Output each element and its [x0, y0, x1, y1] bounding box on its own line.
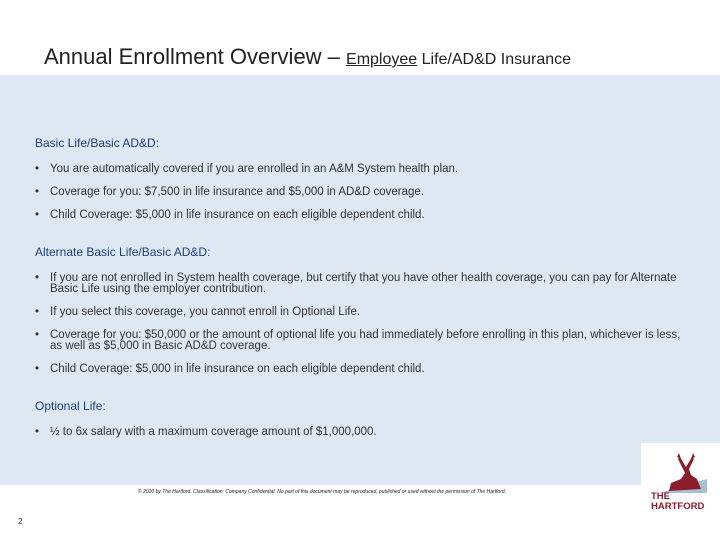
- content: [35, 136, 690, 462]
- list-item: • ½ to 6x salary with a maximum coverage amount of $1,000,000.: [35, 427, 690, 438]
- section-heading: Alternate Basic Life/Basic AD&D:: [35, 245, 211, 259]
- list-item: • Child Coverage: $5,000 in life insurance on each eligible dependent child.: [35, 210, 690, 221]
- title-rest: Life/AD&D Insurance: [417, 51, 572, 68]
- logo-line1: THE: [651, 491, 670, 502]
- logo-text: [651, 492, 704, 512]
- list-item: • If you select this coverage, you cannot enroll in Optional Life.: [35, 307, 690, 318]
- list-item: • Coverage for you: $7,500 in life insurance and $5,000 in AD&D coverage.: [35, 187, 690, 198]
- list-item: • If you are not enrolled in System health coverage, but certify that you have other health coverage, you can pay for Alternate Basic Life using the employer contribution.: [35, 273, 690, 295]
- footer-copyright: © 2020 by The Hartford. Classification: Company Confidential. No part of this document may be reproduced, published or used without the permission of The Hartford.: [138, 489, 507, 495]
- bullet-list: [35, 427, 690, 438]
- stag-icon: [649, 449, 711, 493]
- logo-line2: HARTFORD: [651, 501, 705, 512]
- title-underlined: Employee: [346, 51, 418, 68]
- bullet-list: [35, 164, 690, 221]
- title-main: Annual Enrollment Overview –: [44, 44, 347, 69]
- list-item: • Child Coverage: $5,000 in life insurance on each eligible dependent child.: [35, 364, 690, 375]
- list-item: • You are automatically covered if you are enrolled in an A&M System health plan.: [35, 164, 690, 175]
- hartford-logo: [641, 443, 720, 520]
- section-heading: Optional Life:: [35, 399, 106, 413]
- page-title: [44, 44, 571, 70]
- page-number: 2: [18, 517, 23, 526]
- bullet-list: [35, 273, 690, 375]
- list-item: • Coverage for you: $50,000 or the amount of optional life you had immediately before enrolling in this plan, whichever is less, as well as $5,000 in Basic AD&D coverage.: [35, 330, 690, 352]
- section-heading: Basic Life/Basic AD&D:: [35, 136, 160, 150]
